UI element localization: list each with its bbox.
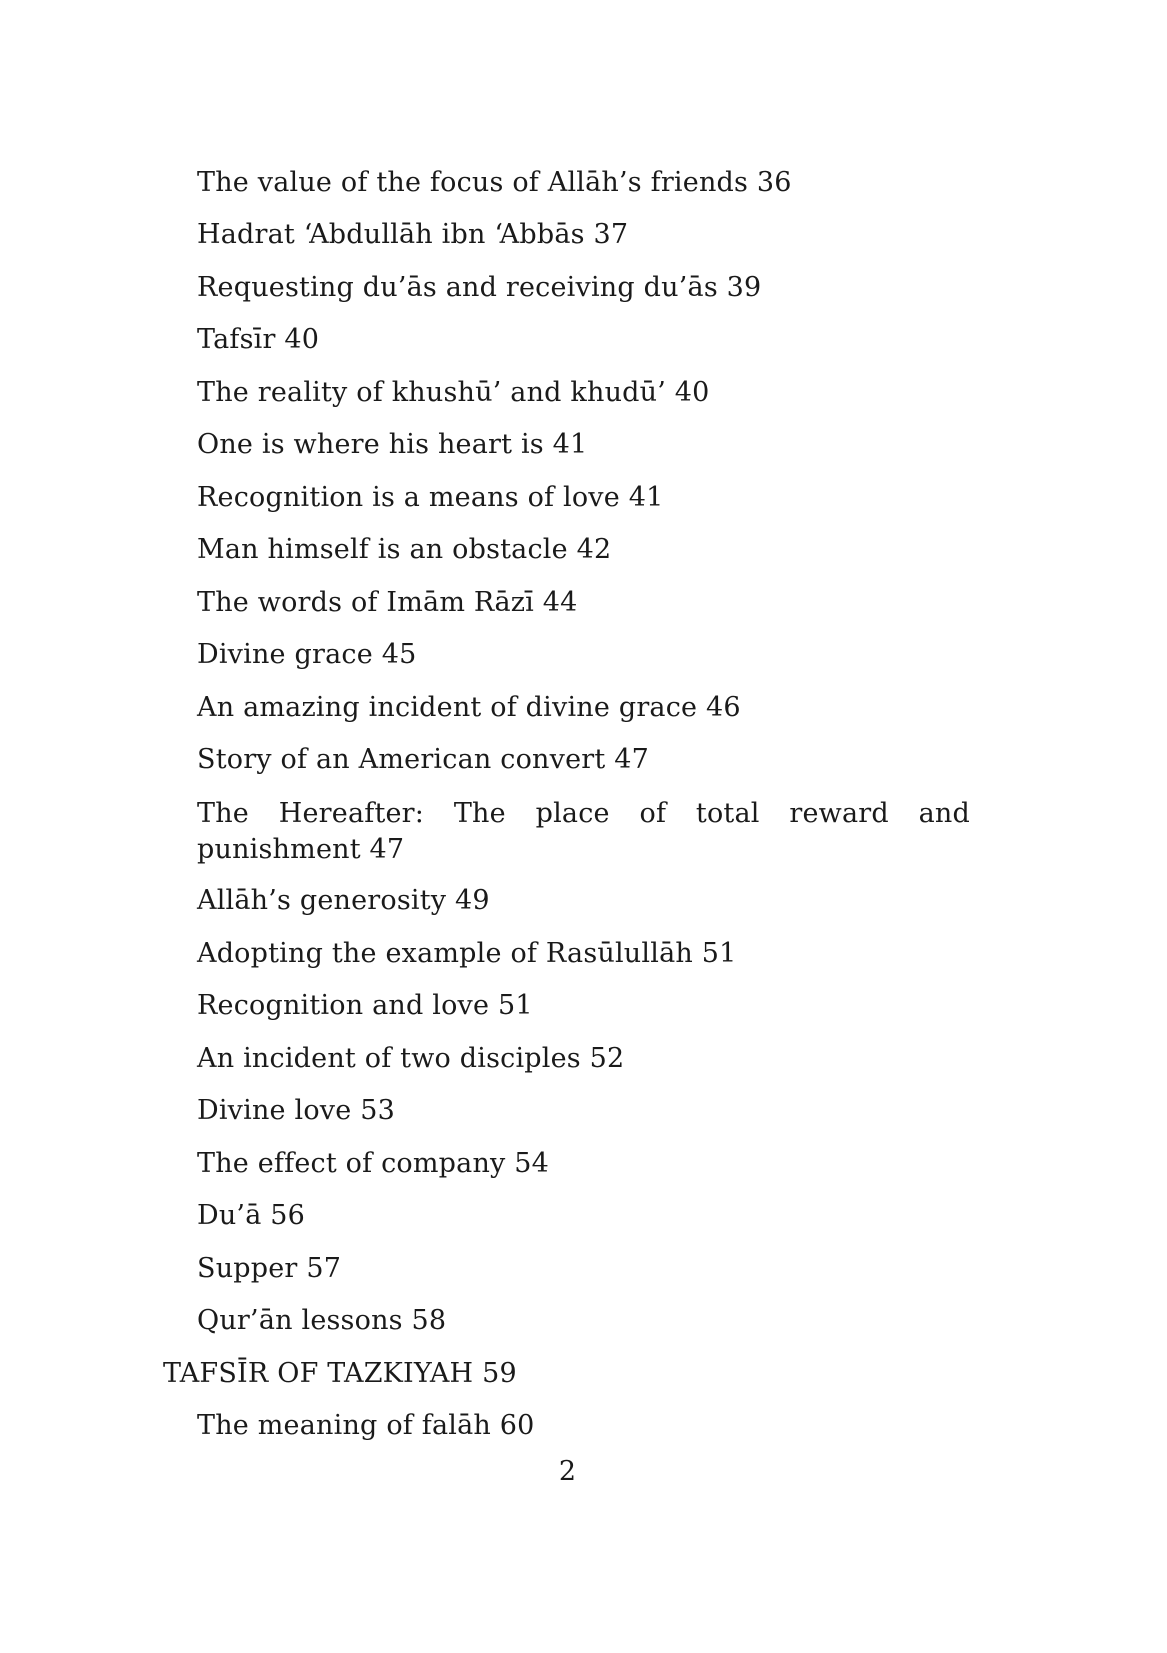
toc-entry: One is where his heart is 41	[197, 429, 588, 460]
toc-entry: Supper 57	[197, 1253, 342, 1284]
toc-entry: An amazing incident of divine grace 46	[197, 692, 741, 723]
toc-entry: The meaning of falāh 60	[197, 1410, 535, 1441]
toc-entry: Divine love 53	[197, 1095, 395, 1126]
toc-entry: An incident of two disciples 52	[197, 1043, 625, 1074]
toc-entry: The effect of company 54	[197, 1148, 550, 1179]
page-number: 2	[558, 1456, 577, 1487]
toc-entry: The Hereafter: The place of total reward and punishment 47	[197, 798, 970, 865]
toc-entry: Adopting the example of Rasūlullāh 51	[197, 938, 737, 969]
toc-entry: Divine grace 45	[197, 639, 417, 670]
toc-entry: Requesting du’ās and receiving du’ās 39	[197, 272, 762, 303]
toc-entry: Story of an American convert 47	[197, 744, 649, 775]
toc-entry: Qur’ān lessons 58	[197, 1305, 447, 1336]
toc-entry: The reality of khushū’ and khudū’ 40	[197, 377, 710, 408]
toc-entry: The value of the focus of Allāh’s friends 36	[197, 167, 792, 198]
toc-entry: The words of Imām Rāzī 44	[197, 587, 578, 618]
toc-entry: Tafsīr 40	[197, 324, 320, 355]
toc-entry: Hadrat ‘Abdullāh ibn ‘Abbās 37	[197, 219, 629, 250]
toc-entry: Recognition and love 51	[197, 990, 533, 1021]
toc-entry: Recognition is a means of love 41	[197, 482, 664, 513]
toc-entry: Man himself is an obstacle 42	[197, 534, 612, 565]
toc-chapter-heading: TAFSĪR OF TAZKIYAH 59	[163, 1358, 517, 1389]
toc-entry: Allāh’s generosity 49	[197, 885, 490, 916]
toc-entry: Du’ā 56	[197, 1200, 306, 1231]
